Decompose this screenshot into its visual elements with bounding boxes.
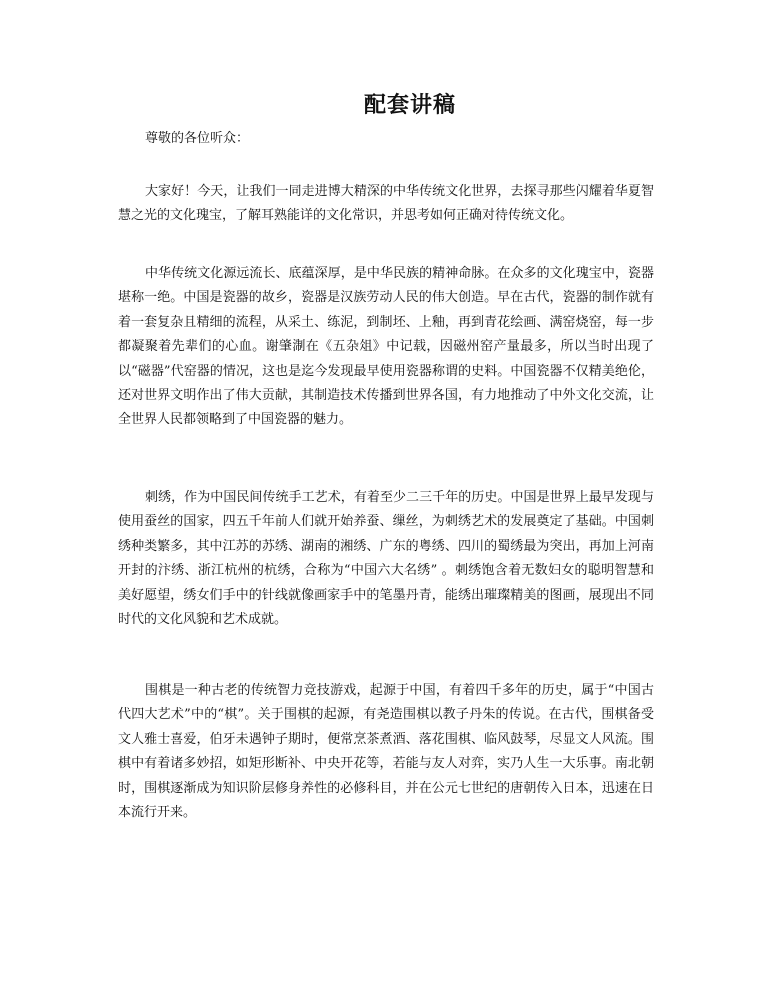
paragraph-embroidery: 刺绣，作为中国民间传统手工艺术，有着至少二三千年的历史。中国是世界上最早发现与使用蚕丝的国家，四五千年前人们就开始养蚕、缫丝，为刺绣艺术的发展奠定了基础。中国刺绣种类繁多，其中江苏的苏绣、湖南的湘绣、广东的粤绣、四川的蜀绣最为突出，再加上河南开封的汴绣、浙江杭州的杭绣，合称为“中国六大名绣” 。刺绣饱含着无数妇女的聪明智慧和美好愿望，绣女们手中的针线就像画家手中的笔墨丹青，能绣出璀璨精美的图画，展现出不同时代的文化风貌和艺术成就。 bbox=[118, 490, 654, 628]
page-title: 配套讲稿 bbox=[363, 92, 456, 118]
paragraph-porcelain: 中华传统文化源远流长、底蕴深厚，是中华民族的精神命脉。在众多的文化瑰宝中，瓷器堪称一绝。中国是瓷器的故乡，瓷器是汉族劳动人民的伟大创造。早在古代，瓷器的制作就有着一套复杂且精细的流程，从采土、练泥，到制坯、上釉，再到青花绘画、满窑烧窑，每一步都凝聚着先辈们的心血。谢肇淛在《五杂俎》中记载，因磁州窑产量最多，所以当时出现了以“磁器”代窑器的情况，这也是迄今发现最早使用瓷器称谓的史料。中国瓷器不仅精美绝伦，还对世界文明作出了伟大贡献，其制造技术传播到世界各国，有力地推动了中外文化交流，让全世界人民都领略到了中国瓷器的魅力。 bbox=[118, 266, 654, 428]
salutation: 尊敬的各位听众： bbox=[145, 131, 250, 146]
paragraph-intro: 大家好！今天，让我们一同走进博大精深的中华传统文化世界，去探寻那些闪耀着华夏智慧之光的文化瑰宝，了解耳熟能详的文化常识，并思考如何正确对待传统文化。 bbox=[118, 184, 654, 224]
paragraph-go: 围棋是一种古老的传统智力竞技游戏，起源于中国，有着四千多年的历史，属于“中国古代四大艺术”中的“棋”。关于围棋的起源，有尧造围棋以教子丹朱的传说。在古代，围棋备受文人雅士喜爱，伯牙未遇钟子期时，便常烹茶煮酒、落花围棋、临风鼓琴，尽显文人风流。围棋中有着诸多妙招，如矩形断补、中央开花等，若能与友人对弈，实乃人生一大乐事。南北朝时，围棋逐渐成为知识阶层修身养性的必修科目，并在公元七世纪的唐朝传入日本，迅速在日本流行开来。 bbox=[118, 683, 654, 821]
